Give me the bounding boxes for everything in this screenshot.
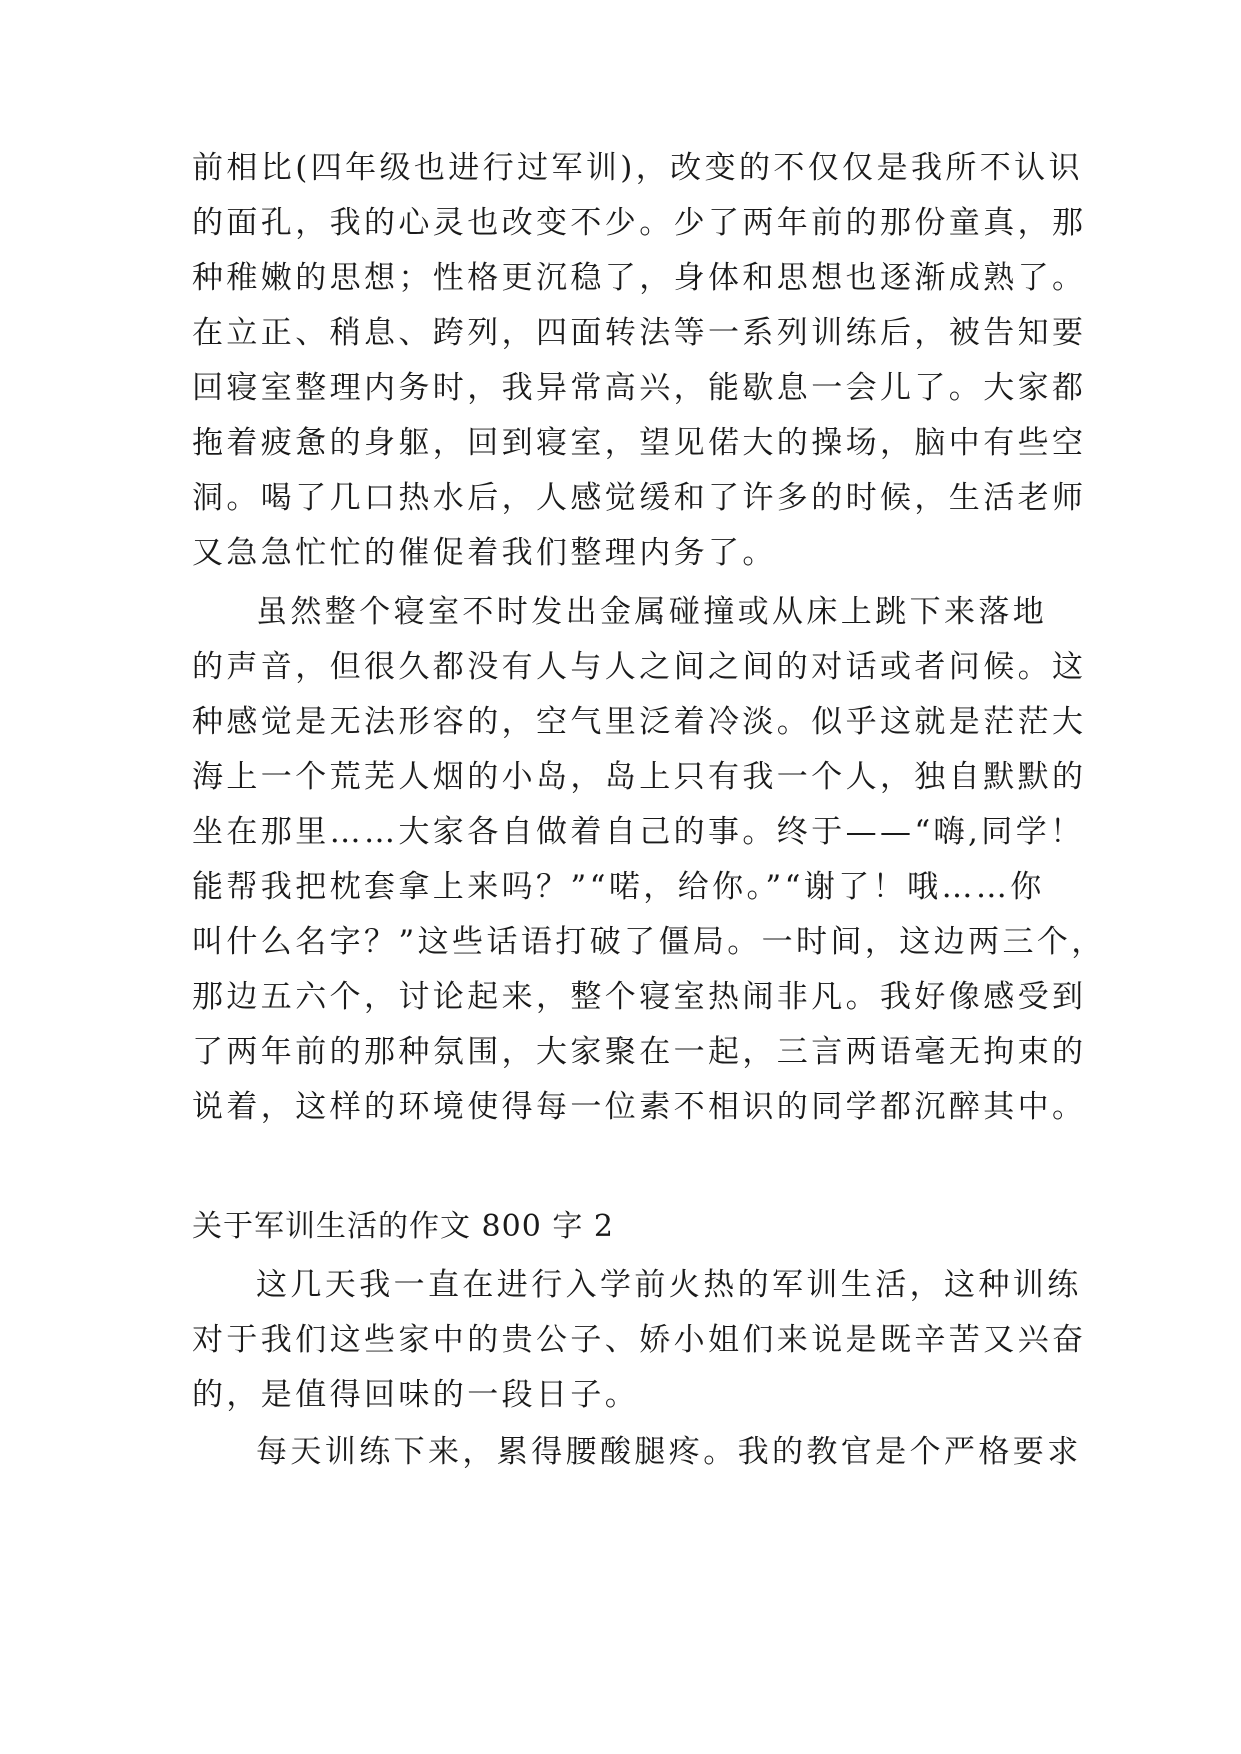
text-line: 的，是值得回味的一段日子。 — [192, 1377, 640, 1413]
text-line: 洞。喝了几口热水后，人感觉缓和了许多的时候，生活老师 — [192, 480, 1087, 516]
text-line: 前相比(四年级也进行过军训)，改变的不仅仅是我所不认识 — [192, 150, 1083, 186]
paragraph-first-line: 虽然整个寝室不时发出金属碰撞或从床上跳下来落地 — [256, 594, 1048, 630]
text-line: 对于我们这些家中的贵公子、娇小姐们来说是既辛苦又兴奋 — [192, 1322, 1087, 1358]
text-line: 能帮我把枕套拿上来吗？”“喏，给你。”“谢了！哦……你 — [192, 869, 1045, 905]
text-line: 了两年前的那种氛围，大家聚在一起，三言两语毫无拘束的 — [192, 1034, 1087, 1070]
text-line: 种感觉是无法形容的，空气里泛着冷淡。似乎这就是茫茫大 — [192, 704, 1087, 740]
text-line: 叫什么名字？”这些话语打破了僵局。一时间，这边两三个， — [192, 924, 1106, 960]
text-line: 那边五六个，讨论起来，整个寝室热闹非凡。我好像感受到 — [192, 979, 1087, 1015]
text-line: 在立正、稍息、跨列，四面转法等一系列训练后，被告知要 — [192, 315, 1087, 351]
text-line: 种稚嫩的思想；性格更沉稳了，身体和思想也逐渐成熟了。 — [192, 260, 1087, 296]
text-line: 海上一个荒芜人烟的小岛，岛上只有我一个人，独自默默的 — [192, 759, 1087, 795]
text-line: 说着，这样的环境使得每一位素不相识的同学都沉醉其中。 — [192, 1089, 1087, 1125]
text-line: 回寝室整理内务时，我异常高兴，能歇息一会儿了。大家都 — [192, 370, 1087, 406]
text-line: 坐在那里……大家各自做着自己的事。终于——“嗨,同学！ — [192, 814, 1085, 850]
paragraph-first-line: 每天训练下来，累得腰酸腿疼。我的教官是个严格要求 — [256, 1434, 1082, 1470]
text-line: 又急急忙忙的催促着我们整理内务了。 — [192, 535, 777, 571]
text-line: 拖着疲惫的身躯，回到寝室，望见偌大的操场，脑中有些空 — [192, 425, 1087, 461]
text-line: 的声音，但很久都没有人与人之间之间的对话或者问候。这 — [192, 649, 1087, 685]
section-heading: 关于军训生活的作文 800 字 2 — [192, 1209, 614, 1244]
paragraph-first-line: 这几天我一直在进行入学前火热的军训生活，这种训练 — [256, 1267, 1082, 1303]
text-line: 的面孔，我的心灵也改变不少。少了两年前的那份童真，那 — [192, 205, 1087, 241]
